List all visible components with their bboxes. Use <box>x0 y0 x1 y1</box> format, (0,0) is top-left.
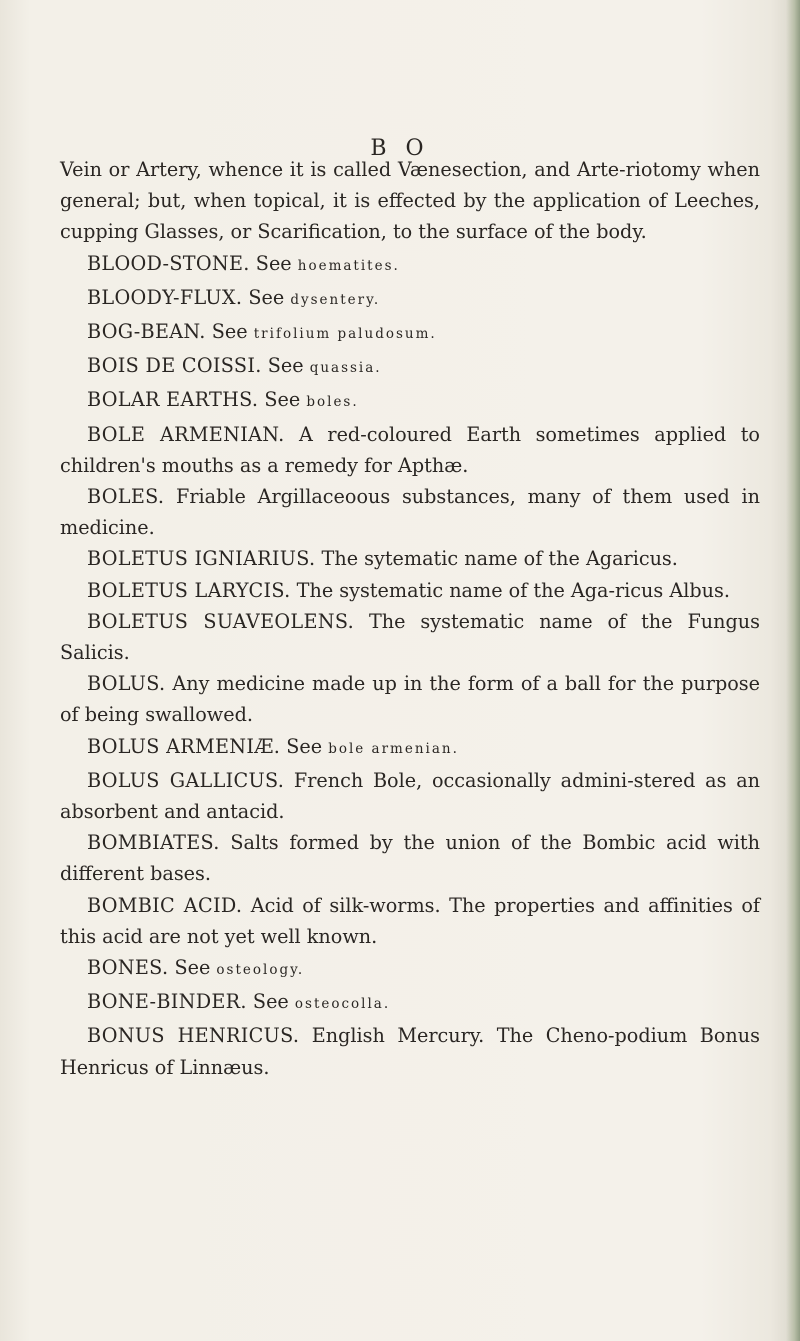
entry-text: Any medicine made up in the form of a ball for the purpose of being swallowed. <box>60 672 760 727</box>
entry-text: The sytematic name of the Agaricus. <box>315 547 678 571</box>
entry-xref: hoematites. <box>297 257 400 274</box>
dictionary-entries <box>60 154 760 1083</box>
page-edge-shadow <box>786 0 800 1341</box>
entry-bones <box>60 952 760 986</box>
entry-boles <box>60 481 760 543</box>
entry-text: Salts formed by the union of the Bombic acid with different bases. <box>60 831 760 886</box>
entry-blood-stone <box>60 248 760 282</box>
entry-bloody-flux <box>60 282 760 316</box>
entry-see: See <box>280 734 329 758</box>
entry-bolar-earths <box>60 384 760 418</box>
entry-continuation <box>60 154 760 248</box>
entry-head: BONE-BINDER. <box>87 990 247 1014</box>
entry-bolus-armeniae <box>60 731 760 765</box>
entry-head: BOIS DE COISSI. <box>87 354 262 378</box>
entry-see: See <box>168 956 217 980</box>
entry-xref: trifolium paludosum. <box>253 326 437 343</box>
entry-head: BOLAR EARTHS. <box>87 388 259 412</box>
entry-head: BOLETUS LARYCIS. <box>87 578 291 602</box>
entry-head: BOLUS GALLICUS. <box>87 768 285 792</box>
entry-text: The systematic name of the Aga-ricus Albus. <box>290 578 730 602</box>
entry-head: BLOOD-STONE. <box>87 251 250 275</box>
entry-xref: boles. <box>306 394 359 411</box>
entry-see: See <box>205 320 254 344</box>
entry-text: Friable Argillaceoous substances, many of them used in medicine. <box>60 485 760 540</box>
entry-see: See <box>261 354 310 378</box>
entry-xref: dysentery. <box>290 291 381 308</box>
entry-bone-binder <box>60 986 760 1020</box>
entry-head: BOLETUS IGNIARIUS. <box>87 547 316 571</box>
entry-bolus-gallicus <box>60 765 760 827</box>
entry-text: A red-coloured Earth sometimes applied to children's mouths as a remedy for Apthæ. <box>60 422 760 477</box>
entry-bombiates <box>60 827 760 889</box>
entry-head: BLOODY-FLUX. <box>87 285 243 309</box>
entry-xref: bole armenian. <box>328 740 459 757</box>
entry-bonus-henricus <box>60 1020 760 1082</box>
entry-see: See <box>246 990 295 1014</box>
entry-text: Acid of silk-worms. The properties and affinities of this acid are not yet well known. <box>60 893 760 948</box>
entry-xref: osteocolla. <box>294 996 391 1013</box>
entry-boletus-igniarius <box>60 543 760 574</box>
entry-bois-de-coissi <box>60 350 760 384</box>
entry-head: BONUS HENRICUS. <box>87 1024 300 1048</box>
entry-head: BOMBIATES. <box>87 831 220 855</box>
entry-bolus <box>60 668 760 730</box>
entry-bole-armenian <box>60 419 760 481</box>
entry-head: BOLUS ARMENIÆ. <box>87 734 281 758</box>
page-header: B O <box>370 136 430 161</box>
entry-boletus-larycis <box>60 575 760 606</box>
entry-head: BOMBIC ACID. <box>87 893 243 917</box>
entry-see: See <box>258 388 307 412</box>
entry-bog-bean <box>60 316 760 350</box>
entry-text: French Bole, occasionally admini-stered as an absorbent and antacid. <box>60 768 761 824</box>
entry-head: BOLUS. <box>87 672 166 696</box>
entry-head: BOLES. <box>87 485 165 509</box>
entry-see: See <box>242 285 291 309</box>
entry-head: BOG-BEAN. <box>87 320 206 344</box>
entry-head: BOLETUS SUAVEOLENS. <box>87 609 355 633</box>
entry-head: BONES. <box>87 956 169 980</box>
entry-xref: osteology. <box>216 962 305 979</box>
entry-head: BOLE ARMENIAN. <box>87 422 285 446</box>
entry-text: English Mercury. The Cheno-podium Bonus Henricus of Linnæus. <box>60 1024 760 1079</box>
entry-text: Vein or Artery, whence it is called Vænesection, and Arte-riotomy when general; but, when topical, it is effected by the application of Leeches, cupping Glasses, or Scarification, to the surface of the body. <box>60 158 760 244</box>
entry-xref: quassia. <box>309 360 382 377</box>
entry-see: See <box>249 251 298 275</box>
entry-bombic-acid <box>60 890 760 952</box>
entry-text: The systematic name of the Fungus Salicis. <box>60 609 760 665</box>
entry-boletus-suaveolens <box>60 606 760 668</box>
